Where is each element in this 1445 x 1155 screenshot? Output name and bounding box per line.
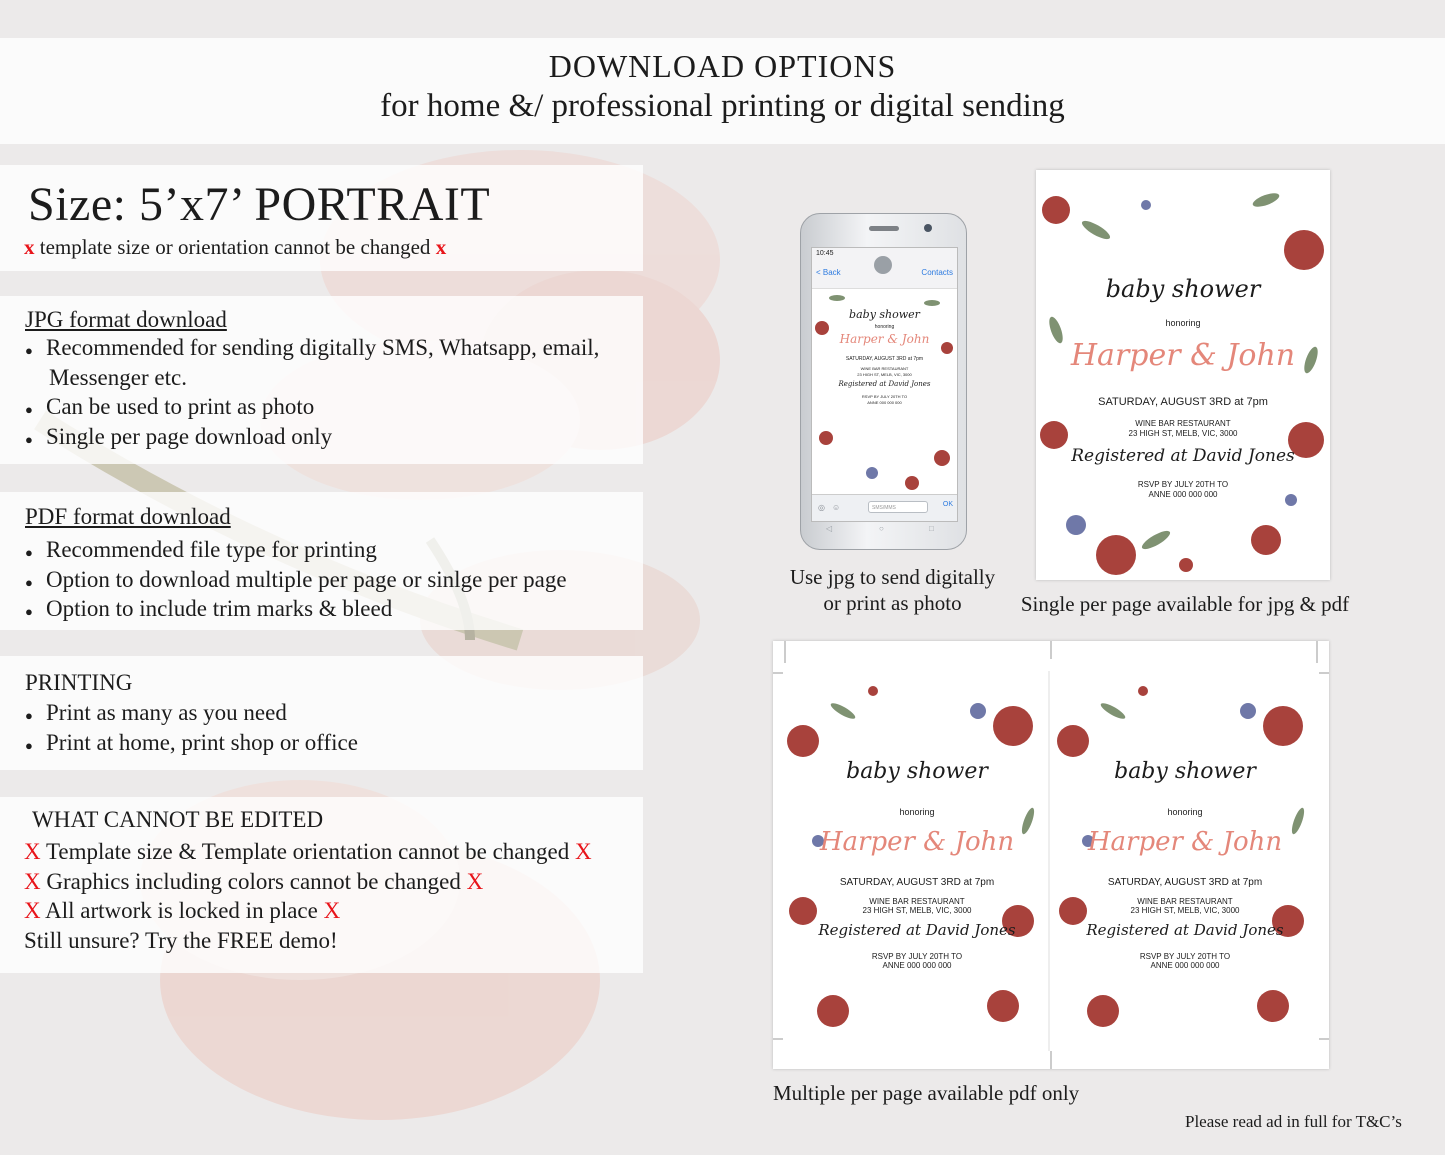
invite-rsvp: RSVP BY JULY 20TH TO [861, 394, 908, 399]
back-button[interactable]: < Back [816, 268, 841, 277]
contacts-link[interactable]: Contacts [921, 268, 953, 277]
list-item: ● Single per page download only [46, 424, 332, 450]
ok-button[interactable]: OK [942, 501, 953, 508]
invite-registry: Registered at David Jones [838, 380, 931, 388]
cannot-edit-panel [0, 797, 643, 973]
size-note [24, 235, 446, 260]
invite-honoring: honoring [1167, 807, 1203, 817]
status-time: 10:45 [816, 250, 834, 257]
camera-icon[interactable]: ◎ [818, 503, 825, 512]
x-mark-icon: X [466, 869, 484, 894]
multiple-per-page-sheet [773, 641, 1329, 1069]
list-item: ● Option to download multiple per page or sinlge per page [46, 567, 567, 593]
size-note-text: template size or orientation cannot be changed [39, 235, 431, 259]
home-key-icon: ○ [879, 524, 884, 533]
invite-names: Harper & John [1087, 827, 1283, 857]
invite-title: baby shower [846, 759, 988, 784]
list-item [24, 839, 592, 865]
header-banner [0, 38, 1445, 144]
x-mark-icon: X [24, 869, 41, 894]
invite-date: SATURDAY, AUGUST 3RD at 7pm [839, 877, 995, 888]
invite-honoring: honoring [874, 324, 895, 330]
page-title: DOWNLOAD OPTIONS [548, 48, 897, 84]
list-item-text: Graphics including colors cannot be changed [46, 869, 461, 894]
demo-note: Still unsure? Try the FREE demo! [24, 928, 338, 953]
list-item: ● Print as many as you need [46, 700, 287, 726]
phone-caption-line1: Use jpg to send digitally [789, 565, 996, 589]
list-item [24, 869, 483, 895]
invite-address: 23 HIGH ST, MELB, VIC, 3000 [1130, 906, 1240, 915]
back-key-icon: ◁ [826, 524, 833, 533]
invite-registry: Registered at David Jones [1086, 921, 1284, 939]
invite-rsvp-contact: ANNE 000 000 000 [882, 961, 952, 970]
invite-rsvp-contact: ANNE 000 000 000 [867, 400, 902, 405]
list-item-text: Template size & Template orientation cannot be changed [45, 839, 570, 864]
jpg-heading: JPG format download [25, 307, 227, 332]
size-heading: Size: 5’x7’ PORTRAIT [28, 178, 491, 231]
invite-registry: Registered at David Jones [1071, 446, 1295, 466]
invitation-copy-right [1053, 641, 1317, 1069]
invite-rsvp: RSVP BY JULY 20TH TO [1139, 952, 1231, 961]
invite-rsvp-contact: ANNE 000 000 000 [1148, 490, 1218, 499]
printing-heading: PRINTING [25, 670, 133, 695]
invite-address: 23 HIGH ST, MELB, VIC, 3000 [862, 906, 972, 915]
sms-input[interactable]: SMS/MMS [868, 501, 928, 513]
single-invitation-card [1036, 170, 1330, 580]
list-item-text: All artwork is locked in place [45, 898, 318, 923]
camera-icon [924, 224, 932, 232]
list-item: ● Print at home, print shop or office [46, 730, 358, 756]
invite-title: baby shower [1114, 759, 1256, 784]
page-subtitle: for home &/ professional printing or digital sending [380, 88, 1065, 124]
multiple-caption: Multiple per page available pdf only [773, 1081, 1080, 1105]
invite-title: baby shower [1105, 275, 1261, 303]
terms-note: Please read ad in full for T&C’s [1185, 1112, 1402, 1131]
x-mark-icon: X [24, 839, 41, 864]
list-item: ● Recommended for sending digitally SMS, Whatsapp, email, [46, 335, 599, 361]
x-mark-icon: X [323, 898, 341, 923]
list-item: ● Option to include trim marks & bleed [46, 596, 392, 622]
invitation-copy-left [785, 641, 1049, 1069]
invite-names: Harper & John [1070, 338, 1296, 373]
invite-date: SATURDAY, AUGUST 3RD at 7pm [845, 356, 924, 362]
sms-composer [812, 494, 957, 521]
sms-header [812, 248, 957, 289]
phone-screen [811, 247, 958, 522]
floral-border-art [1036, 170, 1330, 580]
invite-date: SATURDAY, AUGUST 3RD at 7pm [1107, 877, 1263, 888]
jpg-panel [0, 296, 643, 464]
invite-address: 23 HIGH ST, MELB, VIC, 3000 [857, 372, 912, 377]
invite-address: 23 HIGH ST, MELB, VIC, 3000 [1128, 429, 1238, 438]
invite-title: baby shower [849, 308, 920, 321]
single-caption: Single per page available for jpg & pdf [1020, 592, 1350, 616]
invite-honoring: honoring [899, 807, 935, 817]
pdf-panel [0, 492, 643, 630]
list-item-continued: Messenger etc. [49, 365, 187, 390]
phone-speaker [869, 226, 899, 231]
invite-venue: WINE BAR RESTAURANT [869, 897, 965, 906]
emoji-icon[interactable]: ☺ [832, 503, 841, 512]
contact-avatar [874, 256, 892, 274]
invite-registry: Registered at David Jones [818, 921, 1016, 939]
x-mark-icon: X [574, 839, 592, 864]
size-panel [0, 165, 643, 271]
invite-names: Harper & John [819, 827, 1015, 857]
invite-names: Harper & John [839, 332, 930, 346]
invite-venue: WINE BAR RESTAURANT [1135, 419, 1231, 428]
x-mark-icon: x [24, 235, 35, 259]
list-item: ● Can be used to print as photo [46, 394, 314, 420]
invite-date: SATURDAY, AUGUST 3RD at 7pm [1098, 396, 1268, 408]
invite-honoring: honoring [1165, 318, 1201, 328]
phone-invitation [812, 288, 957, 493]
invite-rsvp: RSVP BY JULY 20TH TO [871, 952, 963, 961]
invite-venue: WINE BAR RESTAURANT [1137, 897, 1233, 906]
printing-panel [0, 656, 643, 770]
x-mark-icon: X [24, 898, 41, 923]
cannot-edit-heading: WHAT CANNOT BE EDITED [32, 807, 324, 832]
pdf-heading: PDF format download [25, 504, 231, 529]
invite-rsvp-contact: ANNE 000 000 000 [1150, 961, 1220, 970]
invite-rsvp: RSVP BY JULY 20TH TO [1137, 480, 1229, 489]
invite-venue: WINE BAR RESTAURANT [860, 366, 909, 371]
list-item [24, 898, 340, 924]
phone-mockup [800, 213, 967, 550]
menu-key-icon: □ [929, 524, 934, 533]
list-item: ● Recommended file type for printing [46, 537, 377, 563]
x-mark-icon: x [435, 235, 447, 259]
phone-caption-line2: or print as photo [823, 591, 962, 615]
